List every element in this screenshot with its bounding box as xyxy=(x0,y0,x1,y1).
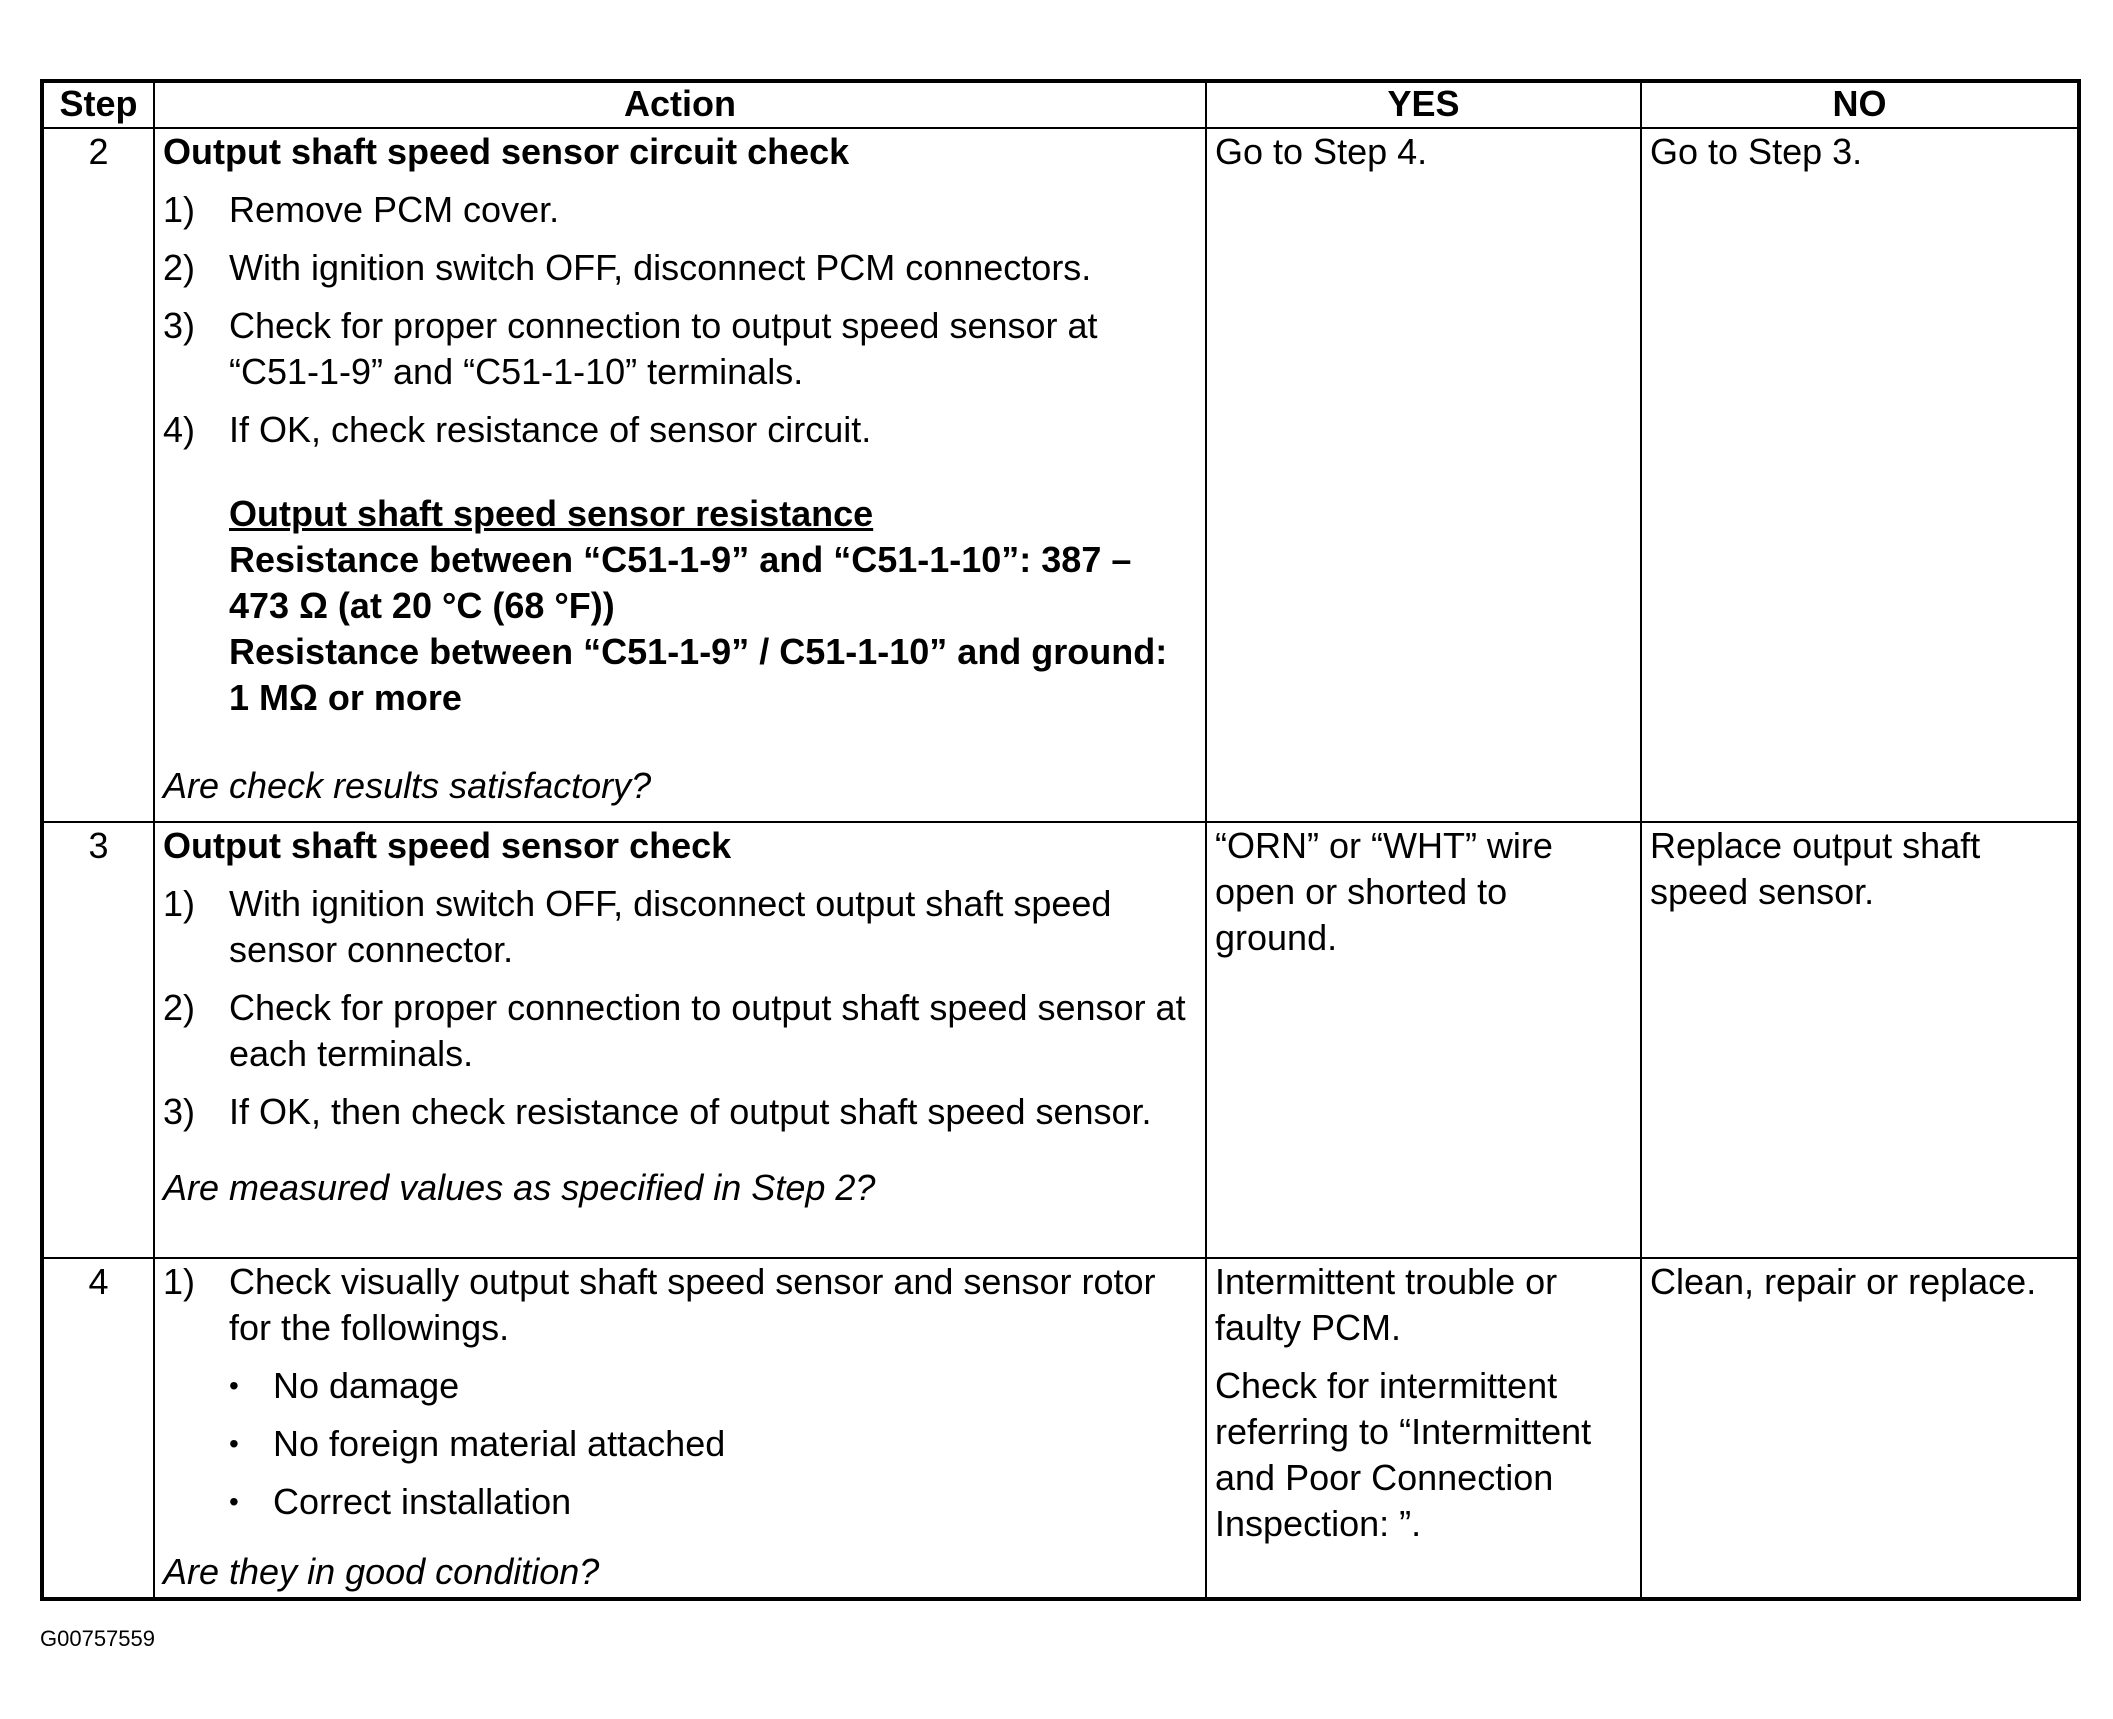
action-item xyxy=(163,187,1197,233)
item-text: With ignition switch OFF, disconnect output shaft speed sensor connector. xyxy=(229,883,1112,970)
action-item xyxy=(163,407,1197,453)
no-text: Replace output shaft speed sensor. xyxy=(1650,825,1981,912)
spec-line: Resistance between “C51-1-9” / C51-1-10” and ground: 1 MΩ or more xyxy=(229,631,1168,718)
check-question: Are check results satisfactory? xyxy=(163,765,652,806)
bullet-item xyxy=(229,1421,1197,1467)
bullet-item xyxy=(229,1479,1197,1525)
action-item xyxy=(163,245,1197,291)
no-text: Clean, repair or replace. xyxy=(1650,1261,2037,1302)
item-text: If OK, then check resistance of output shaft speed sensor. xyxy=(229,1091,1152,1132)
item-number: 2) xyxy=(163,247,196,288)
item-text: Check visually output shaft speed sensor and sensor rotor for the followings. xyxy=(229,1261,1156,1348)
action-item xyxy=(163,985,1197,1077)
bullet-text: No foreign material attached xyxy=(273,1423,726,1464)
item-number: 3) xyxy=(163,305,196,346)
item-number: 1) xyxy=(163,189,196,230)
item-number: 4) xyxy=(163,409,196,450)
action-item xyxy=(163,1259,1197,1351)
bullet-item xyxy=(229,1363,1197,1409)
header-row xyxy=(42,81,2079,128)
item-number: 3) xyxy=(163,1091,196,1132)
bullet-text: No damage xyxy=(273,1365,460,1406)
item-text: Check for proper connection to output shaft speed sensor at each terminals. xyxy=(229,987,1186,1074)
bullet-dot: • xyxy=(229,1370,239,1401)
spec-title: Output shaft speed sensor resistance xyxy=(229,493,874,534)
check-question: Are they in good condition? xyxy=(163,1551,600,1592)
item-number: 1) xyxy=(163,1261,196,1302)
action-title: Output shaft speed sensor check xyxy=(163,825,732,866)
check-question: Are measured values as specified in Step 2? xyxy=(163,1167,876,1208)
yes-cell xyxy=(1206,822,1641,1258)
no-cell xyxy=(1641,128,2079,822)
item-text: If OK, check resistance of sensor circuit. xyxy=(229,409,872,450)
resistance-spec xyxy=(229,491,1197,721)
table-row-step-3 xyxy=(42,822,2079,1258)
yes-cell xyxy=(1206,128,1641,822)
yes-text: Go to Step 4. xyxy=(1215,131,1428,172)
no-cell xyxy=(1641,1258,2079,1599)
spec-line: Resistance between “C51-1-9” and “C51-1-10”: 387 – 473 Ω (at 20 °C (68 °F)) xyxy=(229,539,1132,626)
header-step: Step xyxy=(42,81,154,128)
yes-cell xyxy=(1206,1258,1641,1599)
action-item xyxy=(163,881,1197,973)
bullet-dot: • xyxy=(229,1428,239,1459)
action-cell xyxy=(154,1258,1206,1599)
action-item xyxy=(163,1089,1197,1135)
diagnostic-table-container xyxy=(40,79,2077,1601)
step-number: 2 xyxy=(42,128,154,822)
no-cell xyxy=(1641,822,2079,1258)
step-number: 4 xyxy=(42,1258,154,1599)
table-row-step-4 xyxy=(42,1258,2079,1599)
no-text: Go to Step 3. xyxy=(1650,131,1863,172)
item-number: 2) xyxy=(163,987,196,1028)
item-text: Check for proper connection to output speed sensor at “C51-1-9” and “C51-1-10” terminals. xyxy=(229,305,1098,392)
yes-text: “ORN” or “WHT” wire open or shorted to ground. xyxy=(1215,825,1553,958)
bullet-dot: • xyxy=(229,1486,239,1517)
item-text: With ignition switch OFF, disconnect PCM connectors. xyxy=(229,247,1092,288)
step-number: 3 xyxy=(42,822,154,1258)
action-cell xyxy=(154,822,1206,1258)
item-number: 1) xyxy=(163,883,196,924)
header-yes: YES xyxy=(1206,81,1641,128)
action-item xyxy=(163,303,1197,395)
diagnostic-table xyxy=(40,79,2081,1601)
figure-id: G00757559 xyxy=(40,1626,155,1651)
yes-text: Intermittent trouble or faulty PCM. xyxy=(1215,1261,1558,1348)
yes-extra-text: Check for intermittent referring to “Intermittent and Poor Connection Inspection: ”. xyxy=(1215,1365,1592,1544)
action-cell xyxy=(154,128,1206,822)
header-action: Action xyxy=(154,81,1206,128)
bullet-text: Correct installation xyxy=(273,1481,572,1522)
header-no: NO xyxy=(1641,81,2079,128)
action-title: Output shaft speed sensor circuit check xyxy=(163,131,850,172)
table-row-step-2 xyxy=(42,128,2079,822)
item-text: Remove PCM cover. xyxy=(229,189,560,230)
